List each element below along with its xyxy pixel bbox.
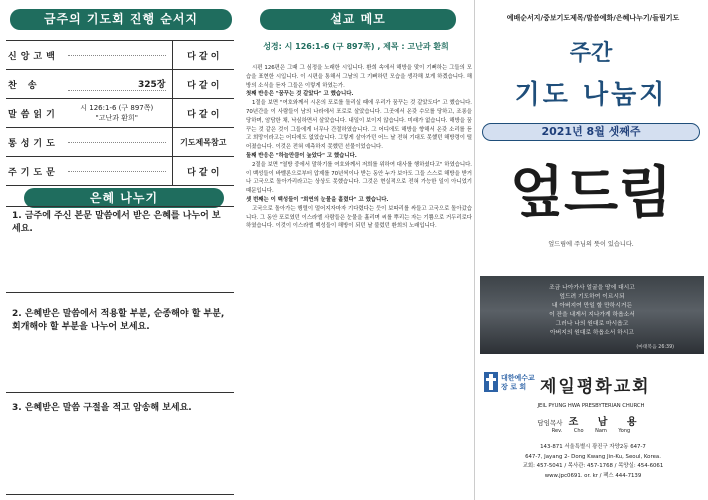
week-badge: 2021년 8월 셋째주 bbox=[482, 123, 700, 141]
verse-text: 조금 나아가사 얼굴을 땅에 대시고 엎드려 기도하여 이르시되 내 아버지여 만일 할 만하시거든 이 잔을 내게서 지나가게 하옵소서 그러나 나의 원대로 마시옵고 아버지의 원대로 하옵소서 하시고 bbox=[549, 285, 635, 336]
sermon-paragraph: 시편 126편은 그때 그 심정을 노래한 시입니다. 환희 속에서 해방을 맞이 기뻐하는 그들의 모습을 표현한 시입니다. 이 시편을 통해서 그날의 그 기뻐하던 모습을 생각해 보게 하겠습니다. 해방의 소식을 듣자 그들은 이렇게 하였는가. bbox=[246, 65, 472, 89]
sermon-heading: 둘째 반응은 "하늘만큼이 높았다" 고 했습니다. bbox=[246, 152, 357, 159]
order-label: 주기도문 bbox=[6, 157, 62, 186]
pastor: 담임목사 조 남 용 bbox=[537, 417, 645, 428]
sermon-paragraph: 고국으로 돌아가는 행렬이 멀어지자마자 기다렸다는 듯이 보따리를 싸들고 고국으로 돌아갔습니다. 그 동안 포로였던 이스라엘 사람들은 눈물을 흘리며 씨를 뿌리는 자는 기쁨으로 거두리로다 하였습니다. 이것이 이스라엘 백성들이 해방이 되던 날 불렀던 환희의 노래입니다. bbox=[246, 205, 472, 230]
order-middle: 325장 bbox=[62, 70, 172, 99]
order-middle: 시 126:1-6 (구 897쪽) "고난과 환희" bbox=[62, 99, 172, 128]
verse-reference: (마태복음 26:39) bbox=[636, 345, 674, 350]
divider bbox=[6, 206, 234, 207]
order-row bbox=[6, 41, 234, 70]
order-table bbox=[6, 40, 234, 186]
sermon-text bbox=[246, 64, 472, 231]
pastor-roman: Rev. Cho Nam Yong bbox=[551, 428, 631, 434]
church-name: 제일평화교회 bbox=[540, 377, 651, 397]
order-right: 다 같 이 bbox=[172, 157, 234, 186]
grace-title: 은혜 나누기 bbox=[24, 188, 224, 208]
denomination: 대한예수교 장 로 회 bbox=[501, 374, 535, 391]
order-title: 금주의 기도회 진행 순서지 bbox=[10, 9, 232, 30]
verse-photo bbox=[480, 276, 704, 354]
cover-panel bbox=[474, 0, 708, 500]
sermon-memo-title: 설교 메모 bbox=[260, 9, 456, 30]
sermon-paragraph: 2절을 보면 "열방 중에서 말하기를 여호와께서 저희를 위하여 대사를 행하셨다고" 하였습니다. 이 백성들이 바벨론으로부터 압제를 70년씩이나 받는 동안 누가 보아도 그들 스스로 해방을 받거나 고국으로 돌아가리라고는 상상도 못했습니다. 그것은 현실적으로 전혀 가능한 일이 아니었기 때문입니다. bbox=[246, 161, 472, 195]
order-right: 다 같 이 bbox=[172, 41, 234, 70]
divider bbox=[6, 494, 234, 495]
cover-title-2: 기도 나눔지 bbox=[514, 80, 668, 110]
question-2: 2. 은혜받은 말씀에서 적용할 부분, 순종해야 할 부분, 회개해야 할 부분을 나누어 보세요. bbox=[12, 309, 225, 332]
sermon-title: 성경: 시 126:1-6 (구 897쪽) , 제목 : 고난과 환희 bbox=[263, 42, 449, 51]
order-row bbox=[6, 128, 234, 157]
calligraphy-text: 엎드림 bbox=[509, 160, 673, 226]
calligraphy-art bbox=[494, 150, 688, 232]
order-right: 기도제목참고 bbox=[172, 128, 234, 157]
order-label: 말씀읽기 bbox=[6, 99, 62, 128]
order-row bbox=[6, 99, 234, 128]
sermon-panel bbox=[238, 0, 474, 500]
order-row bbox=[6, 157, 234, 186]
order-right: 다 같 이 bbox=[172, 99, 234, 128]
cover-title-1: 주간 bbox=[569, 41, 613, 66]
order-label: 신앙고백 bbox=[6, 41, 62, 70]
order-label: 통성기도 bbox=[6, 128, 62, 157]
question-3: 3. 은혜받은 말씀 구절을 적고 암송해 보세요. bbox=[12, 403, 192, 413]
cross-logo-icon bbox=[484, 372, 498, 392]
sermon-paragraph: 1절을 보면 "여호와께서 시온의 포로를 돌리실 때에 우리가 꿈꾸는 것 같았도다" 고 했습니다. 70년간을 이 사람들이 남의 나라에서 포로로 살았습니다. 그곳에서 온갖 수모를 당하고, 조롱을 당하며, 암담한 채, 낙심하면서 살았습니다. 내일이 보이지 않습니다. 미래가 없습니다. 해방을 꿈꾸는 것 같은 것이 그들에게 너무나 간절하였습니다. 그 어디에도 해방을 향해서 온갖 소리를 듣고 희망이라고는 어디에도 없었습니다. 그렇게 살아가던 어느 날 전혀 기대도 못했던 해방령이 떨어졌습니다. 이것은 전혀 예측하지 못했던 선물이었습니다. bbox=[246, 100, 472, 151]
left-panel bbox=[0, 0, 236, 500]
order-middle bbox=[62, 41, 172, 70]
question-1: 1. 금주에 주신 본문 말씀에서 받은 은혜를 나누어 보세요. bbox=[12, 211, 221, 234]
tagline: 예배순서지/중보기도제목/말씀예화/은혜나누기/들림기도 bbox=[506, 14, 680, 22]
order-row bbox=[6, 70, 234, 99]
church-english-name: JEIL PYUNG HWA PRESBYTERIAN CHURCH bbox=[537, 403, 645, 409]
order-middle bbox=[62, 157, 172, 186]
art-caption: 엎드림에 주님의 뜻이 있습니다. bbox=[548, 241, 634, 248]
order-middle bbox=[62, 128, 172, 157]
order-label: 찬 송 bbox=[6, 70, 62, 99]
order-right: 다 같 이 bbox=[172, 70, 234, 99]
sermon-heading: 셋 번째는 이 백성들이 "희연의 눈물을 흘렸다" 고 했습니다. bbox=[246, 196, 389, 203]
sermon-heading: 첫째 반응은 "꿈꾸는 것 같았다" 고 했습니다. bbox=[246, 91, 354, 98]
divider bbox=[6, 392, 234, 393]
church-address: 143-871 서울특별시 광진구 자양2동 647-7 647-7, Jayang 2- Dong Kwang Jin-Ku, Seoul, Korea. 교회: 457-5041 / 목사관: 457-1768 / 목양실: 454-6061 www.jpc0691. or. kr / 팩스 444-7139 bbox=[522, 444, 664, 479]
divider bbox=[6, 292, 234, 293]
